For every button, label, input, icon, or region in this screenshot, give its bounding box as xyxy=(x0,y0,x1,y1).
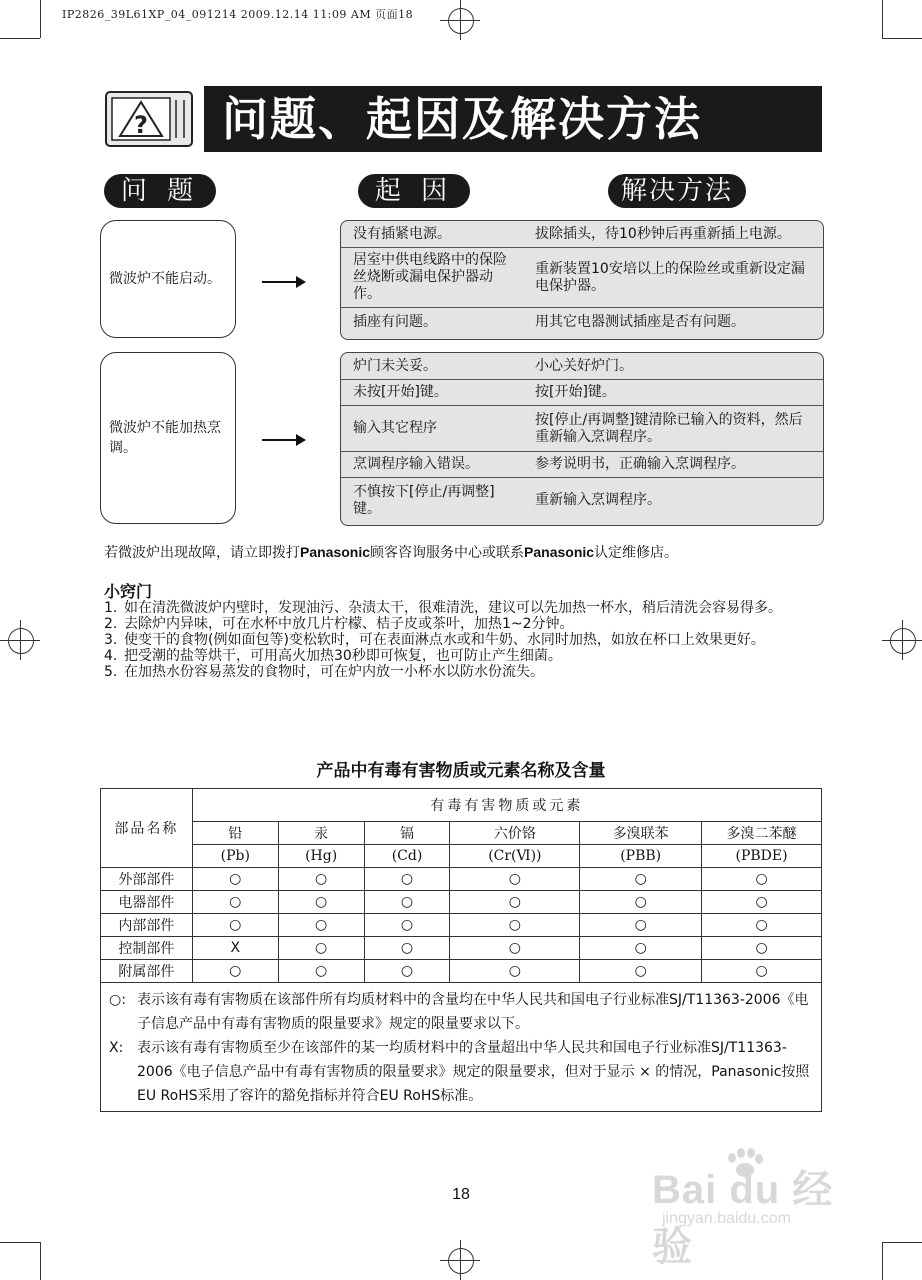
table-row xyxy=(101,914,822,937)
content-mark-cell: ○ xyxy=(192,868,278,891)
content-mark-cell: X xyxy=(192,937,278,960)
table-row xyxy=(341,405,823,451)
part-name-cell: 控制部件 xyxy=(101,937,193,960)
crop-mark xyxy=(882,38,922,40)
content-mark-cell: ○ xyxy=(450,960,580,983)
list-item: 4. 把受潮的盐等烘干，可用高火加热30秒即可恢复，也可防止产生细菌。 xyxy=(104,648,562,664)
cause-solution-table xyxy=(340,352,824,526)
substance-group-header: 有毒有害物质或元素 xyxy=(192,789,821,822)
crop-mark xyxy=(0,38,40,40)
content-mark-cell: ○ xyxy=(702,960,822,983)
table-row xyxy=(101,891,822,914)
watermark-logo-text: Bai du 经验 xyxy=(652,1168,834,1269)
solution-cell: 重新装置10安培以上的保险丝或重新设定漏电保护器。 xyxy=(535,260,805,294)
tip-text: 使变干的食物(例如面包等)变松软时，可在表面淋点水或和牛奶、水同时加热，如放在杯口上效果更好。 xyxy=(124,632,765,648)
content-mark-cell: ○ xyxy=(702,891,822,914)
content-mark-cell: ○ xyxy=(450,937,580,960)
crop-mark xyxy=(882,1242,884,1280)
print-meta: IP2826_39L61XP_04_091214 2009.12.14 11:09 AM 页面18 xyxy=(62,8,414,21)
problem-header: 问 题 xyxy=(104,174,216,208)
content-mark-cell: ○ xyxy=(450,891,580,914)
crop-mark xyxy=(40,0,42,38)
service-note-text: 顾客咨询服务中心或联系 xyxy=(370,545,525,561)
solution-cell: 按[停止/再调整]键清除已输入的资料，然后重新输入烹调程序。 xyxy=(535,411,803,445)
substance-symbol: (PBB) xyxy=(580,845,702,868)
crop-mark xyxy=(882,1242,922,1244)
content-mark-cell: ○ xyxy=(702,937,822,960)
content-mark-cell: ○ xyxy=(450,868,580,891)
content-mark-cell: ○ xyxy=(580,937,702,960)
service-note xyxy=(104,542,678,562)
substance-symbol: (Pb) xyxy=(192,845,278,868)
content-mark-cell: ○ xyxy=(702,914,822,937)
page-number: 18 xyxy=(452,1186,470,1203)
list-item: 1. 如在清洗微波炉内壁时，发现油污、杂渍太干，很难清洗，建议可以先加热一杯水，稍后清洗会容易得多。 xyxy=(104,600,782,616)
toxic-table-body xyxy=(101,868,822,983)
table-row xyxy=(341,451,823,477)
content-mark-cell: ○ xyxy=(580,891,702,914)
table-legend xyxy=(100,980,822,1112)
table-row xyxy=(341,379,823,405)
substance-name: 多溴二苯醚 xyxy=(702,822,822,845)
content-mark-cell: ○ xyxy=(364,960,450,983)
cause-cell: 烹调程序输入错误。 xyxy=(353,456,479,472)
registration-mark xyxy=(882,620,922,660)
tips-list xyxy=(104,600,804,680)
list-item: 3. 使变干的食物(例如面包等)变松软时，可在表面淋点水或和牛奶、水同时加热，如放在杯口上效果更好。 xyxy=(104,632,765,648)
substance-symbol: (Cr(Ⅵ)) xyxy=(450,845,580,868)
substance-symbol: (Cd) xyxy=(364,845,450,868)
substance-symbol: (PBDE) xyxy=(702,845,822,868)
content-mark-cell: ○ xyxy=(278,937,364,960)
brand-name: Panasonic xyxy=(524,544,595,560)
part-name-cell: 电器部件 xyxy=(101,891,193,914)
solution-cell: 重新输入烹调程序。 xyxy=(535,492,661,508)
cause-cell: 插座有问题。 xyxy=(353,314,437,330)
table-row xyxy=(341,221,823,247)
legend-text: 表示该有毒有害物质在该部件所有均质材料中的含量均在中华人民共和国电子行业标准SJ/T11363-2006《电子信息产品中有毒有害物质的限量要求》规定的限量要求以下。 xyxy=(137,992,809,1032)
table-row xyxy=(341,307,823,337)
content-mark-cell: ○ xyxy=(278,960,364,983)
toxic-substance-table xyxy=(100,788,822,983)
crop-mark xyxy=(882,0,884,38)
substance-name: 铅 xyxy=(192,822,278,845)
cause-cell: 没有插紧电源。 xyxy=(353,225,451,242)
list-item: 5. 在加热水份容易蒸发的食物时，可在炉内放一小杯水以防水份流失。 xyxy=(104,664,544,680)
registration-mark xyxy=(440,1240,480,1280)
content-mark-cell: ○ xyxy=(364,891,450,914)
part-name-cell: 附属部件 xyxy=(101,960,193,983)
substance-symbol: (Hg) xyxy=(278,845,364,868)
arrow-right-icon xyxy=(262,439,298,441)
content-mark-cell: ○ xyxy=(192,960,278,983)
content-mark-cell: ○ xyxy=(364,914,450,937)
page-title: 问题、起因及解决方法 xyxy=(204,86,822,152)
solution-cell: 参考说明书，正确输入烹调程序。 xyxy=(535,456,745,472)
microwave-warning-icon xyxy=(104,88,194,150)
table-row xyxy=(101,868,822,891)
table-row xyxy=(341,353,823,379)
service-note-text: 若微波炉出现故障，请立即拨打 xyxy=(104,545,300,561)
content-mark-cell: ○ xyxy=(580,868,702,891)
cause-cell: 炉门未关妥。 xyxy=(353,357,437,374)
brand-name: Panasonic xyxy=(300,544,371,560)
part-name-cell: 外部部件 xyxy=(101,868,193,891)
content-mark-cell: ○ xyxy=(580,960,702,983)
table-title: 产品中有毒有害物质或元素名称及含量 xyxy=(316,761,606,781)
solution-cell: 拔除插头，待10秒钟后再重新插上电源。 xyxy=(535,225,791,242)
arrow-right-icon xyxy=(262,281,298,283)
tips-title: 小窍门 xyxy=(104,582,153,601)
problem-box: 微波炉不能启动。 xyxy=(100,220,236,338)
baidu-watermark xyxy=(652,1148,872,1269)
part-name-cell: 内部部件 xyxy=(101,914,193,937)
registration-mark xyxy=(440,0,480,40)
tip-text: 在加热水份容易蒸发的食物时，可在炉内放一小杯水以防水份流失。 xyxy=(124,664,544,680)
substance-name: 多溴联苯 xyxy=(580,822,702,845)
substance-name: 六价铬 xyxy=(450,822,580,845)
table-row xyxy=(341,247,823,307)
content-mark-cell: ○ xyxy=(364,868,450,891)
cause-header: 起 因 xyxy=(358,174,470,208)
solution-cell: 小心关好炉门。 xyxy=(535,357,633,374)
watermark-url: jingyan.baidu.com xyxy=(662,1210,791,1227)
substance-name: 镉 xyxy=(364,822,450,845)
legend-text: 表示该有毒有害物质至少在该部件的某一均质材料中的含量超出中华人民共和国电子行业标准SJ/T11363-2006《电子信息产品中有毒有害物质的限量要求》规定的限量要求，但对于显示 × 的情况，Panasonic按照EU RoHS采用了容许的豁免指标并符合EU RoHS标准。 xyxy=(137,1040,810,1104)
tip-text: 如在清洗微波炉内壁时，发现油污、杂渍太干，很难清洗，建议可以先加热一杯水，稍后清洗会容易得多。 xyxy=(124,600,782,616)
cause-solution-table xyxy=(340,220,824,340)
legend-symbol: ○: xyxy=(109,992,126,1008)
tip-text: 去除炉内异味，可在水杯中放几片柠檬、桔子皮或茶叶，加热1~2分钟。 xyxy=(124,616,574,632)
svg-text:?: ? xyxy=(134,111,148,139)
legend-symbol: X: xyxy=(109,1040,124,1056)
content-mark-cell: ○ xyxy=(192,914,278,937)
part-name-header: 部品名称 xyxy=(101,789,193,868)
tip-text: 把受潮的盐等烘干，可用高火加热30秒即可恢复，也可防止产生细菌。 xyxy=(124,648,562,664)
content-mark-cell: ○ xyxy=(364,937,450,960)
problem-box: 微波炉不能加热烹调。 xyxy=(100,352,236,524)
table-row xyxy=(101,937,822,960)
legend-item xyxy=(109,1036,813,1108)
table-row xyxy=(341,477,823,523)
cause-cell: 未按[开始]键。 xyxy=(353,384,448,400)
content-mark-cell: ○ xyxy=(278,914,364,937)
substance-name: 汞 xyxy=(278,822,364,845)
cause-cell: 输入其它程序 xyxy=(353,420,437,436)
solution-cell: 按[开始]键。 xyxy=(535,384,616,400)
content-mark-cell: ○ xyxy=(192,891,278,914)
solution-cell: 用其它电器测试插座是否有问题。 xyxy=(535,314,745,330)
content-mark-cell: ○ xyxy=(278,891,364,914)
crop-mark xyxy=(40,1242,42,1280)
content-mark-cell: ○ xyxy=(450,914,580,937)
legend-item xyxy=(109,988,813,1036)
list-item: 2. 去除炉内异味，可在水杯中放几片柠檬、桔子皮或茶叶，加热1~2分钟。 xyxy=(104,616,574,632)
content-mark-cell: ○ xyxy=(278,868,364,891)
crop-mark xyxy=(0,1242,40,1244)
content-mark-cell: ○ xyxy=(580,914,702,937)
solution-header: 解决方法 xyxy=(608,174,746,208)
cause-cell: 不慎按下[停止/再调整]键。 xyxy=(353,483,495,517)
registration-mark xyxy=(0,620,40,660)
cause-cell: 居室中供电线路中的保险丝烧断或漏电保护器动作。 xyxy=(353,252,507,302)
content-mark-cell: ○ xyxy=(702,868,822,891)
service-note-text: 认定维修店。 xyxy=(594,545,679,561)
